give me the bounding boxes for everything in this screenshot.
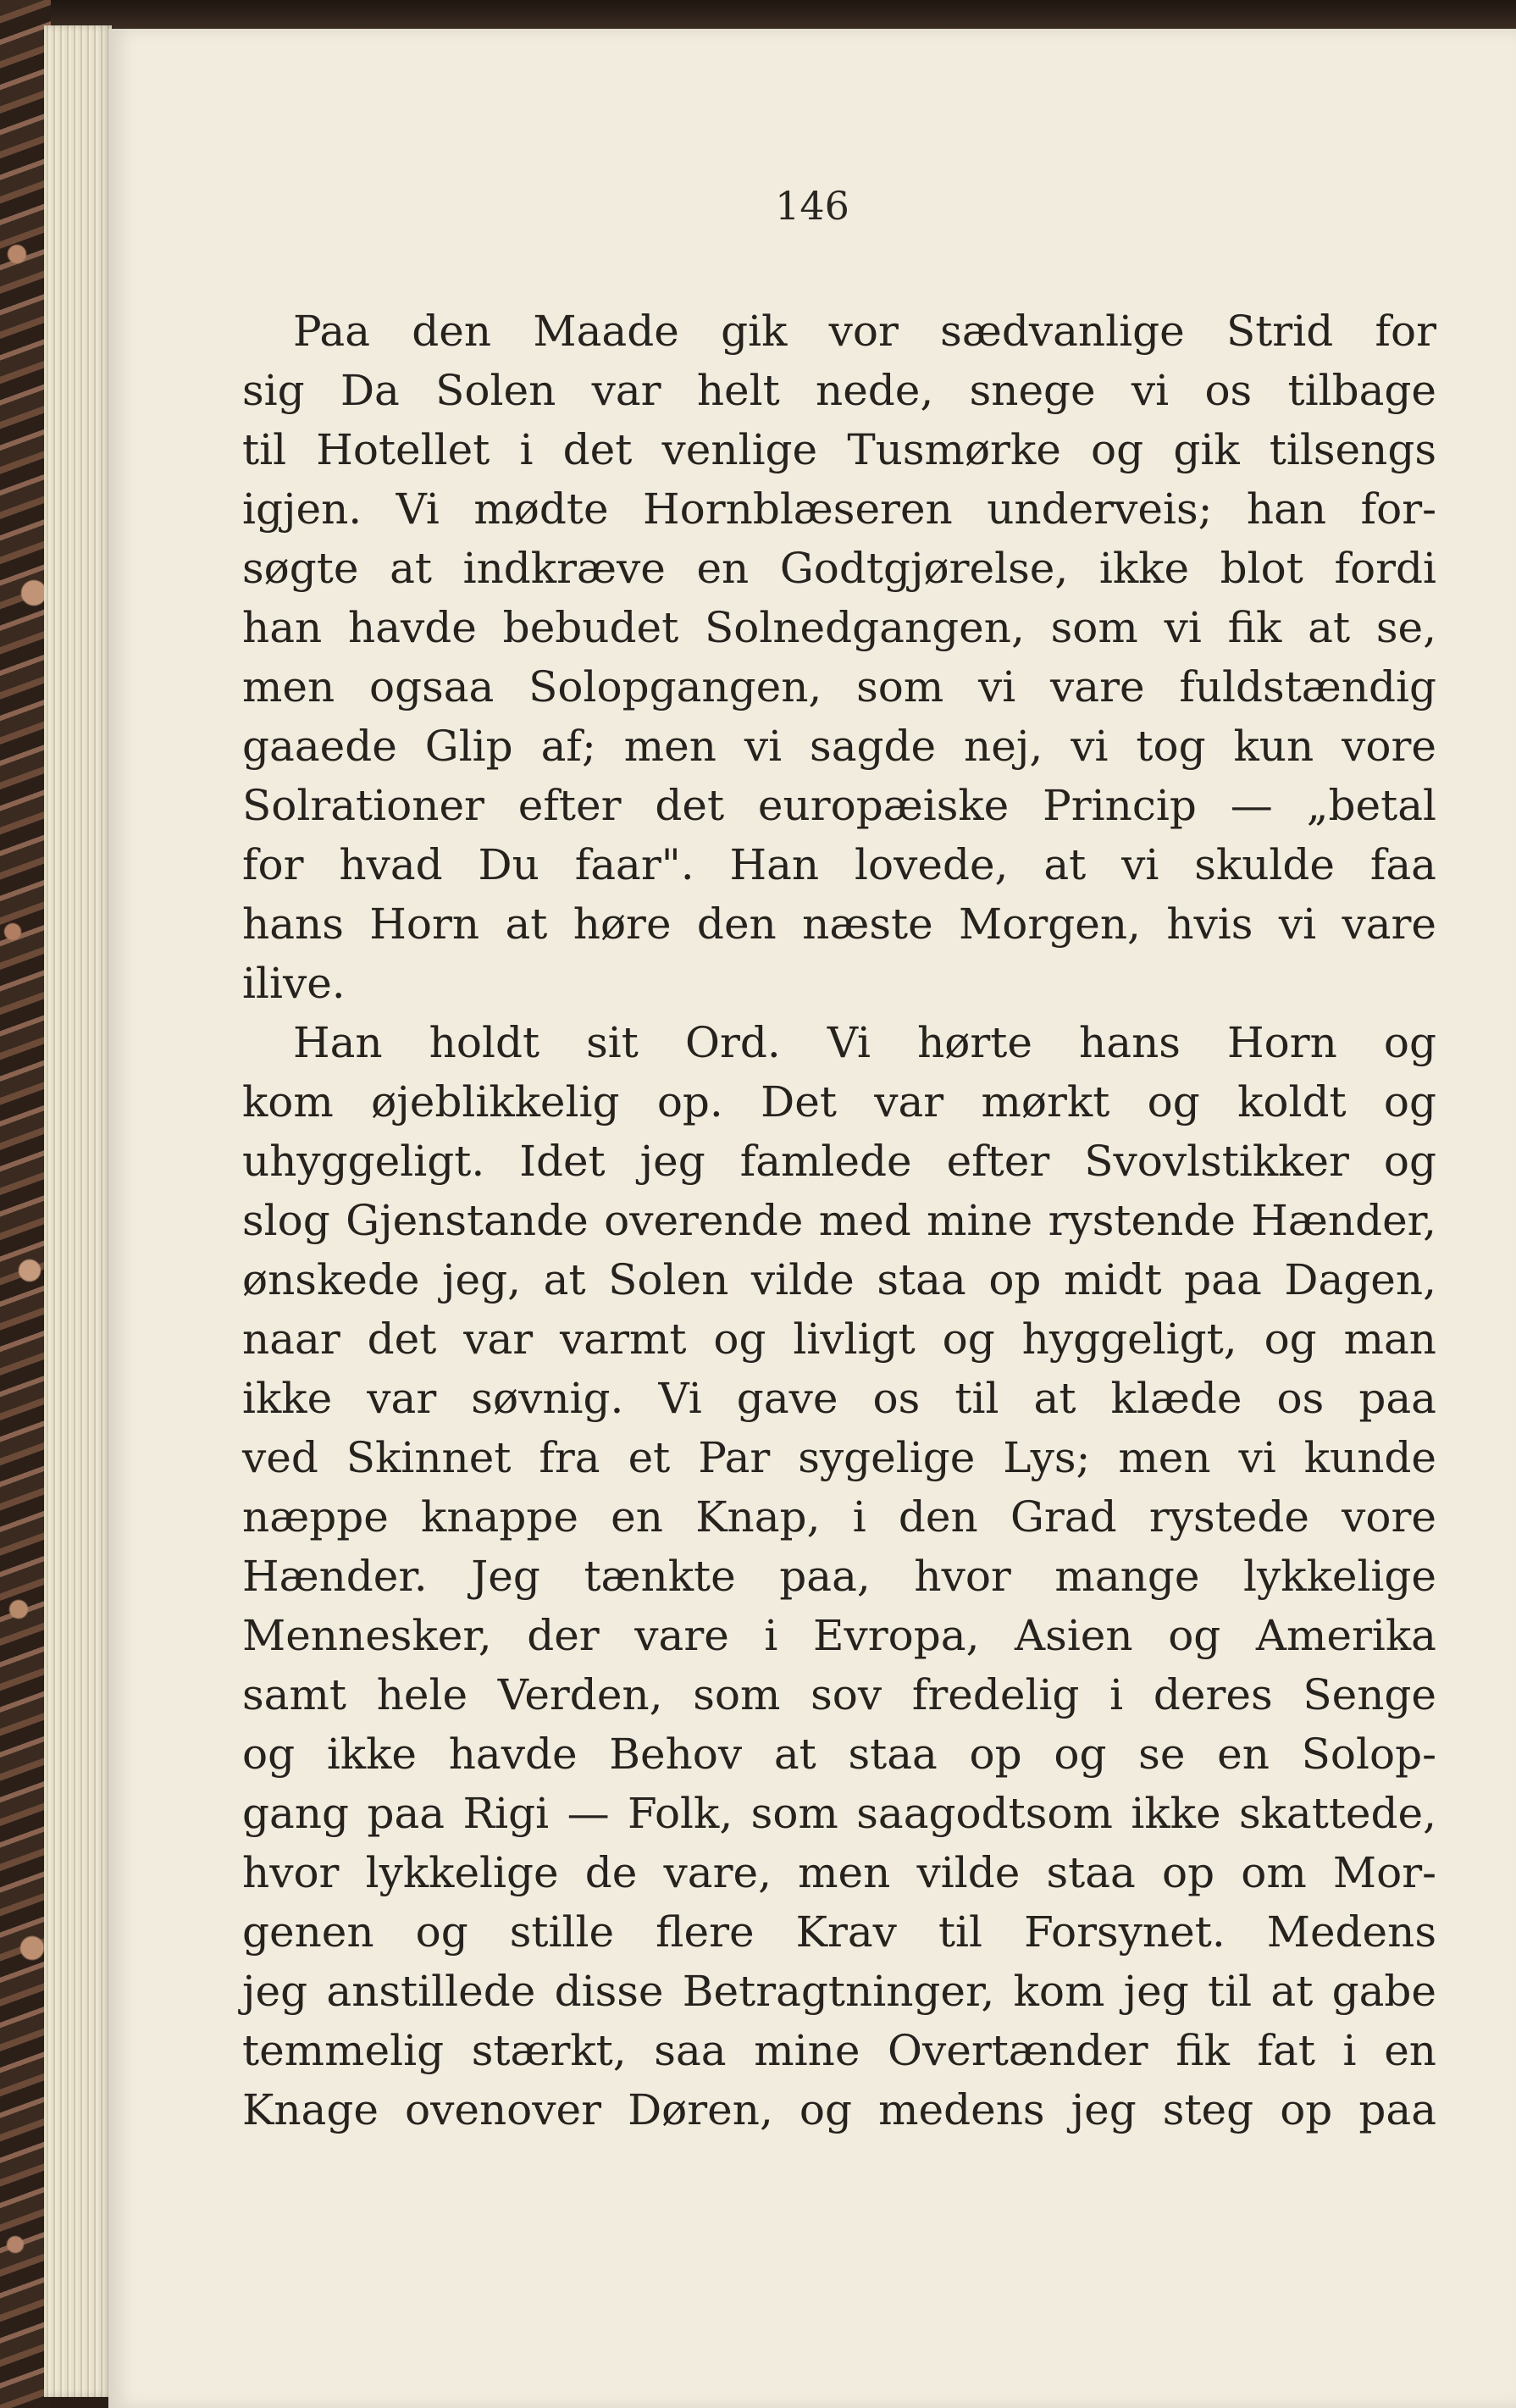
text-line: til Hotellet i det venlige Tusmørke og gik tilsengs [242, 425, 1436, 474]
text-line: Knage ovenover Døren, og medens jeg steg op paa [242, 2085, 1436, 2134]
book-cover-edge [0, 0, 51, 2408]
text-line: for hvad Du faar". Han lovede, at vi skulde faa [242, 840, 1436, 889]
text-line: slog Gjenstande overende med mine rystende Hænder, [242, 1196, 1436, 1245]
text-line: søgte at indkræve en Godtgjørelse, ikke blot fordi [242, 544, 1436, 593]
text-line: hans Horn at høre den næste Morgen, hvis vi vare [242, 900, 1436, 949]
text-line: jeg anstillede disse Betragtninger, kom jeg til at gabe [242, 1967, 1436, 2016]
text-line: genen og stille flere Krav til Forsynet. Medens [242, 1907, 1436, 1957]
text-line: naar det var varmt og livligt og hyggeligt, og man [242, 1315, 1436, 1364]
page-edges [44, 25, 112, 2397]
text-line: ved Skinnet fra et Par sygelige Lys; men vi kunde [242, 1433, 1436, 1482]
text-line: ilive. [242, 959, 346, 1008]
text-line: temmelig stærkt, saa mine Overtænder fik fat i en [242, 2026, 1436, 2075]
text-line: Hænder. Jeg tænkte paa, hvor mange lykkelige [242, 1552, 1436, 1601]
page-number: 146 [775, 183, 849, 229]
text-line: Han holdt sit Ord. Vi hørte hans Horn og [293, 1018, 1436, 1067]
text-line: samt hele Verden, som sov fredelig i deres Senge [242, 1670, 1436, 1719]
text-line: hvor lykkelige de vare, men vilde staa op om Mor- [242, 1848, 1436, 1897]
text-line: kom øjeblikkelig op. Det var mørkt og koldt og [242, 1077, 1436, 1127]
text-line: men ogsaa Solopgangen, som vi vare fuldstændig [242, 662, 1436, 711]
body-text [242, 302, 1436, 2140]
text-line: Paa den Maade gik vor sædvanlige Strid for [293, 307, 1436, 356]
text-line: igjen. Vi mødte Hornblæseren underveis; han for- [242, 484, 1436, 534]
text-line: ønskede jeg, at Solen vilde staa op midt paa Dagen, [242, 1255, 1436, 1304]
text-line: ikke var søvnig. Vi gave os til at klæde os paa [242, 1374, 1436, 1423]
text-line: uhyggeligt. Idet jeg famlede efter Svovlstikker og [242, 1137, 1436, 1186]
text-line: gang paa Rigi — Folk, som saagodtsom ikke skattede, [242, 1789, 1436, 1838]
text-line: Mennesker, der vare i Evropa, Asien og Amerika [242, 1611, 1436, 1660]
text-line: sig Da Solen var helt nede, snege vi os tilbage [242, 366, 1436, 415]
text-line: gaaede Glip af; men vi sagde nej, vi tog kun vore [242, 722, 1436, 771]
text-line: han havde bebudet Solnedgangen, som vi fik at se, [242, 603, 1436, 652]
book-top-edge [51, 0, 1516, 29]
text-line: Solrationer efter det europæiske Princip — „betal [242, 781, 1436, 830]
text-line: og ikke havde Behov at staa op og se en Solop- [242, 1730, 1436, 1779]
text-line: næppe knappe en Knap, i den Grad rystede vore [242, 1492, 1436, 1542]
